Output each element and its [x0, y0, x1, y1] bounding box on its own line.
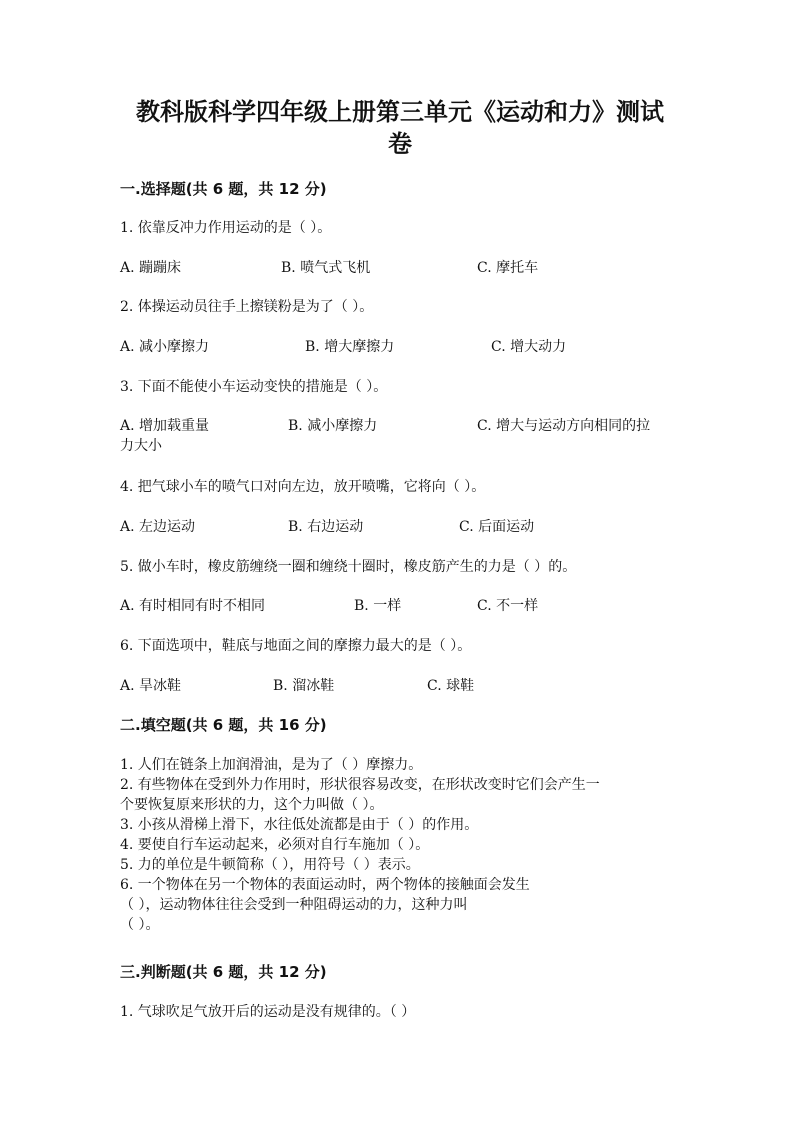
fill-line: 6. 一个物体在另一个物体的表面运动时，两个物体的接触面会发生 — [120, 877, 530, 893]
option-c: C. 不一样 — [477, 598, 539, 614]
option-a: A. 增加载重量 — [120, 418, 210, 434]
question-options — [120, 676, 680, 696]
section-heading-fill: 二.填空题(共 6 题，共 16 分) — [120, 716, 327, 734]
option-b: B. 右边运动 — [288, 519, 364, 535]
question-text: 2. 体操运动员往手上擦镁粉是为了（ ）。 — [120, 299, 374, 315]
option-b: B. 减小摩擦力 — [288, 418, 378, 434]
fill-line: 1. 人们在链条上加润滑油，是为了（ ）摩擦力。 — [120, 757, 423, 773]
fill-line: 3. 小孩从滑梯上滑下，水往低处流都是由于（ ）的作用。 — [120, 817, 479, 833]
question-options — [120, 596, 680, 616]
question-options — [120, 337, 680, 357]
option-c-continued: 力大小 — [120, 438, 162, 454]
question-text: 1. 气球吹足气放开后的运动是没有规律的。（ ） — [120, 1004, 416, 1020]
fill-line: （ ）。 — [120, 917, 160, 933]
question-text: 5. 做小车时，橡皮筋缠绕一圈和缠绕十圈时，橡皮筋产生的力是（ ）的。 — [120, 559, 577, 575]
fill-line: （ ），运动物体往往会受到一种阻碍运动的力，这种力叫 — [120, 897, 468, 913]
option-c: C. 摩托车 — [477, 260, 539, 276]
fill-line: 个要恢复原来形状的力，这个力叫做（ ）。 — [120, 797, 384, 813]
exam-title — [120, 96, 680, 160]
option-c: C. 球鞋 — [427, 678, 475, 694]
exam-title-line1: 教科版科学四年级上册第三单元《运动和力》测试 — [136, 98, 664, 126]
question-options — [120, 416, 680, 456]
fill-in-block — [120, 755, 680, 935]
question-text: 1. 依靠反冲力作用运动的是（ ）。 — [120, 220, 332, 236]
question-options — [120, 517, 680, 537]
question-options — [120, 258, 680, 278]
option-a: A. 旱冰鞋 — [120, 678, 182, 694]
option-c: C. 后面运动 — [459, 519, 535, 535]
question-text: 6. 下面选项中，鞋底与地面之间的摩擦力最大的是（ ）。 — [120, 638, 472, 654]
option-b: B. 溜冰鞋 — [273, 678, 335, 694]
option-b: B. 一样 — [354, 598, 402, 614]
option-b: B. 增大摩擦力 — [305, 339, 395, 355]
section-heading-choice: 一.选择题(共 6 题，共 12 分) — [120, 180, 327, 198]
option-a: A. 有时相同有时不相同 — [120, 598, 266, 614]
option-a: A. 左边运动 — [120, 519, 196, 535]
section-heading-judge: 三.判断题(共 6 题，共 12 分) — [120, 963, 327, 981]
option-c: C. 增大动力 — [491, 339, 567, 355]
exam-title-line2: 卷 — [388, 130, 412, 158]
option-a: A. 蹦蹦床 — [120, 260, 182, 276]
question-text: 3. 下面不能使小车运动变快的措施是（ ）。 — [120, 379, 388, 395]
fill-line: 2. 有些物体在受到外力作用时，形状很容易改变，在形状改变时它们会产生一 — [120, 777, 600, 793]
question-text: 4. 把气球小车的喷气口对向左边，放开喷嘴，它将向（ ）。 — [120, 479, 486, 495]
fill-line: 5. 力的单位是牛顿简称（ ），用符号（ ）表示。 — [120, 857, 420, 873]
option-b: B. 喷气式飞机 — [281, 260, 371, 276]
option-c: C. 增大与运动方向相同的拉 — [477, 418, 651, 434]
option-a: A. 减小摩擦力 — [120, 339, 210, 355]
fill-line: 4. 要使自行车运动起来，必须对自行车施加（ ）。 — [120, 837, 430, 853]
